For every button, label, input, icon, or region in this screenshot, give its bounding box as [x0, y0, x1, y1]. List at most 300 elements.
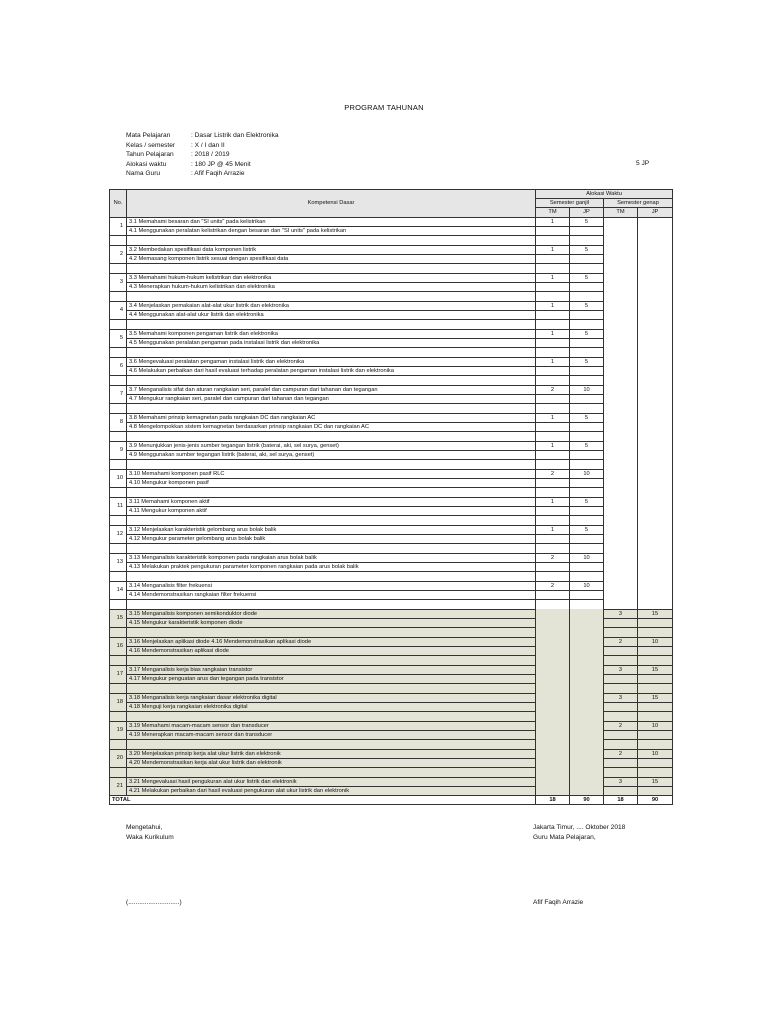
spacer-row [110, 656, 673, 666]
spacer-cell [638, 264, 673, 274]
info-value: : X / I dan II [191, 141, 225, 149]
spacer-cell [536, 572, 570, 582]
spacer-cell [570, 628, 604, 638]
empty-cell [570, 590, 604, 599]
spacer-cell [638, 292, 673, 302]
empty-cell [570, 366, 604, 375]
table-row [110, 618, 673, 627]
kd-text-3: 3.15 Menganalisis komponen semikonduktor diode [127, 609, 536, 618]
kd-text-4: 4.2 Memasang komponen listrik sesuai dengan spesifikasi data [127, 254, 536, 263]
row-number: 16 [110, 637, 127, 655]
kd-text-3: 3.12 Menjelaskan karakteristik gelombang arus bolak balik [127, 525, 536, 534]
tm-ganjil: 2 [536, 553, 570, 562]
total-tm-genap: 18 [604, 796, 638, 805]
jp-ganjil [570, 637, 604, 646]
spacer-cell [127, 628, 536, 638]
jp-genap [638, 497, 673, 506]
empty-cell [570, 618, 604, 627]
spacer-cell [110, 712, 127, 722]
table-row [110, 413, 673, 422]
spacer-cell [127, 348, 536, 358]
spacer-cell [127, 432, 536, 442]
jp-genap [638, 553, 673, 562]
table-row [110, 506, 673, 515]
jp-ganjil: 5 [570, 525, 604, 534]
info-value: : 180 JP @ 45 Menit [191, 160, 251, 168]
row-number: 12 [110, 525, 127, 543]
kd-text-3: 3.16 Menjelaskan aplikasi diode 4.16 Mendemonstrasikan aplikasi diode [127, 637, 536, 646]
table-row [110, 357, 673, 366]
spacer-cell [127, 404, 536, 414]
empty-cell [570, 310, 604, 319]
kompetensi-table [109, 189, 673, 805]
empty-cell [604, 310, 638, 319]
jp-ganjil [570, 693, 604, 702]
spacer-cell [604, 740, 638, 750]
tm-genap: 3 [604, 693, 638, 702]
tm-genap [604, 469, 638, 478]
row-number: 19 [110, 721, 127, 739]
spacer-cell [127, 740, 536, 750]
empty-cell [604, 534, 638, 543]
spacer-cell [638, 404, 673, 414]
jp-genap [638, 441, 673, 450]
spacer-row [110, 684, 673, 694]
jp-genap [638, 525, 673, 534]
jp-genap: 15 [638, 609, 673, 618]
table-row [110, 777, 673, 786]
spacer-cell [536, 488, 570, 498]
spacer-cell [570, 684, 604, 694]
empty-cell [536, 618, 570, 627]
row-number: 20 [110, 749, 127, 767]
empty-cell [638, 506, 673, 515]
spacer-cell [638, 544, 673, 554]
spacer-cell [536, 292, 570, 302]
tm-genap [604, 301, 638, 310]
table-row [110, 394, 673, 403]
jp-genap: 15 [638, 665, 673, 674]
kd-text-4: 4.4 Menggunakan alat-alat ukur listrik dan elektronika [127, 310, 536, 319]
empty-cell [638, 338, 673, 347]
header-semester-ganjil: Semester ganjil [536, 199, 604, 208]
spacer-cell [536, 768, 570, 778]
info-value: : Afif Faqih Arrazie [191, 170, 245, 178]
empty-cell [638, 450, 673, 459]
spacer-cell [127, 292, 536, 302]
spacer-row [110, 768, 673, 778]
spacer-cell [536, 740, 570, 750]
tm-genap [604, 441, 638, 450]
info-value: : Dasar Listrik dan Elektronika [191, 132, 279, 139]
spacer-cell [536, 348, 570, 358]
empty-cell [536, 674, 570, 683]
spacer-cell [536, 544, 570, 554]
spacer-cell [110, 320, 127, 330]
empty-cell [638, 786, 673, 795]
kd-text-4: 4.13 Melakukan praktek pengukuran parameter komponen rangkaian pada arus bolak balik [127, 562, 536, 571]
spacer-cell [570, 712, 604, 722]
table-row [110, 590, 673, 599]
spacer-cell [110, 628, 127, 638]
header-no: No. [110, 190, 127, 218]
empty-cell [604, 226, 638, 235]
empty-cell [570, 478, 604, 487]
kd-text-4: 4.11 Mengukur komponen aktif [127, 506, 536, 515]
kompetensi-table-body [110, 217, 673, 795]
tm-ganjil: 1 [536, 357, 570, 366]
spacer-row [110, 348, 673, 358]
spacer-cell [570, 460, 604, 470]
header-semester-genap: Semester genap [604, 199, 673, 208]
jp-ganjil: 5 [570, 329, 604, 338]
empty-cell [570, 394, 604, 403]
spacer-row [110, 432, 673, 442]
tm-genap: 2 [604, 637, 638, 646]
spacer-cell [638, 740, 673, 750]
row-number: 10 [110, 469, 127, 487]
spacer-cell [604, 544, 638, 554]
tm-genap: 3 [604, 609, 638, 618]
info-label: Kelas / semester [126, 141, 176, 149]
table-row [110, 749, 673, 758]
kd-text-3: 3.14 Menganalisis filter frekuensi [127, 581, 536, 590]
table-row [110, 562, 673, 571]
spacer-cell [604, 460, 638, 470]
sign-right [533, 823, 625, 843]
row-number: 17 [110, 665, 127, 683]
jp-genap [638, 273, 673, 282]
spacer-cell [570, 404, 604, 414]
kd-text-4: 4.3 Menerapkan hukum-hukum kelistrikan dan elektronika [127, 282, 536, 291]
empty-cell [604, 394, 638, 403]
spacer-cell [638, 712, 673, 722]
table-row [110, 366, 673, 375]
tm-ganjil [536, 609, 570, 618]
total-jp-genap: 90 [638, 796, 673, 805]
row-number: 8 [110, 413, 127, 431]
spacer-cell [638, 460, 673, 470]
spacer-cell [604, 516, 638, 526]
spacer-cell [110, 488, 127, 498]
kd-text-4: 4.6 Melakukan perbaikan dari hasil evaluasi terhadap peralatan pengaman instalasi listrik dan elektronika [127, 366, 536, 375]
spacer-cell [536, 656, 570, 666]
info-row [126, 141, 279, 151]
header-jp-genap: JP [638, 208, 673, 217]
spacer-cell [604, 404, 638, 414]
empty-cell [536, 282, 570, 291]
spacer-cell [110, 684, 127, 694]
kd-text-4: 4.7 Mengukur rangkaian seri, paralel dan campuran dari tahanan dan tegangan [127, 394, 536, 403]
tm-ganjil: 2 [536, 581, 570, 590]
empty-cell [604, 254, 638, 263]
jp-genap: 10 [638, 749, 673, 758]
empty-cell [570, 450, 604, 459]
sign-left-name: (............................) [126, 899, 182, 906]
table-row [110, 525, 673, 534]
spacer-cell [110, 544, 127, 554]
spacer-cell [127, 460, 536, 470]
spacer-cell [127, 600, 536, 610]
jp-ganjil: 5 [570, 357, 604, 366]
empty-cell [536, 758, 570, 767]
jp-ganjil [570, 749, 604, 758]
table-row [110, 693, 673, 702]
empty-cell [536, 562, 570, 571]
empty-cell [536, 254, 570, 263]
empty-cell [638, 618, 673, 627]
tm-ganjil [536, 665, 570, 674]
jp-note: 5 JP [636, 160, 650, 167]
row-number: 3 [110, 273, 127, 291]
spacer-cell [127, 488, 536, 498]
kd-text-3: 3.1 Memahami besaran dan "SI units" pada kelistrikan [127, 217, 536, 226]
tm-ganjil: 1 [536, 525, 570, 534]
empty-cell [638, 394, 673, 403]
spacer-row [110, 600, 673, 610]
info-label: Mata Pelajaran [126, 132, 171, 139]
empty-cell [536, 702, 570, 711]
empty-cell [570, 254, 604, 263]
tm-genap [604, 329, 638, 338]
spacer-cell [604, 236, 638, 246]
spacer-cell [570, 432, 604, 442]
spacer-cell [638, 768, 673, 778]
spacer-cell [536, 236, 570, 246]
empty-cell [638, 254, 673, 263]
empty-cell [638, 534, 673, 543]
table-row [110, 534, 673, 543]
empty-cell [604, 282, 638, 291]
spacer-row [110, 572, 673, 582]
row-number: 5 [110, 329, 127, 347]
row-number: 4 [110, 301, 127, 319]
spacer-cell [604, 656, 638, 666]
tm-genap [604, 553, 638, 562]
table-row [110, 674, 673, 683]
empty-cell [536, 730, 570, 739]
header-tm-ganjil: TM [536, 208, 570, 217]
kd-text-4: 4.20 Mendemonstrasikan kerja alat ukur listrik dan elektronik [127, 758, 536, 767]
spacer-cell [127, 684, 536, 694]
spacer-cell [127, 712, 536, 722]
empty-cell [536, 786, 570, 795]
table-row [110, 497, 673, 506]
spacer-cell [570, 544, 604, 554]
kd-text-3: 3.17 Menganalisis kerja bias rangkaian transistor [127, 665, 536, 674]
spacer-cell [536, 320, 570, 330]
jp-ganjil [570, 721, 604, 730]
tm-genap [604, 245, 638, 254]
empty-cell [638, 282, 673, 291]
table-row [110, 702, 673, 711]
kd-text-4: 4.12 Mengukur parameter gelombang arus bolak balik [127, 534, 536, 543]
row-number: 18 [110, 693, 127, 711]
empty-cell [638, 730, 673, 739]
jp-genap: 15 [638, 693, 673, 702]
kd-text-3: 3.18 Menganalisis kerja rangkaian dasar elektronika digital [127, 693, 536, 702]
tm-genap: 2 [604, 749, 638, 758]
row-number: 2 [110, 245, 127, 263]
spacer-cell [127, 320, 536, 330]
table-row [110, 217, 673, 226]
empty-cell [604, 786, 638, 795]
spacer-cell [536, 600, 570, 610]
empty-cell [536, 450, 570, 459]
spacer-cell [638, 684, 673, 694]
spacer-cell [638, 516, 673, 526]
kd-text-3: 3.19 Memahami macam-macam sensor dan transducer [127, 721, 536, 730]
spacer-cell [110, 572, 127, 582]
table-row [110, 469, 673, 478]
spacer-cell [127, 544, 536, 554]
info-label: Nama Guru [126, 170, 161, 178]
tm-genap [604, 497, 638, 506]
spacer-cell [570, 376, 604, 386]
empty-cell [570, 534, 604, 543]
spacer-row [110, 404, 673, 414]
tm-ganjil [536, 637, 570, 646]
tm-ganjil: 1 [536, 329, 570, 338]
total-jp-ganjil: 90 [570, 796, 604, 805]
jp-ganjil: 10 [570, 553, 604, 562]
spacer-row [110, 264, 673, 274]
jp-genap [638, 217, 673, 226]
spacer-cell [127, 768, 536, 778]
spacer-cell [127, 516, 536, 526]
kd-text-4: 4.1 Menggunakan peralatan kelistrikan dengan besaran dan "SI units" pada kelistrikan [127, 226, 536, 235]
kd-text-4: 4.9 Menggunakan sumber tegangan listrik (baterai, aki, sel surya, genset) [127, 450, 536, 459]
spacer-cell [110, 768, 127, 778]
jp-ganjil [570, 777, 604, 786]
kd-text-3: 3.9 Menunjukkan jenis-jenis sumber tegangan listrik (baterai, aki, sel surya, genset) [127, 441, 536, 450]
tm-ganjil: 1 [536, 413, 570, 422]
empty-cell [604, 422, 638, 431]
spacer-cell [570, 572, 604, 582]
document-info [126, 131, 279, 179]
tm-genap [604, 581, 638, 590]
empty-cell [638, 562, 673, 571]
jp-genap [638, 329, 673, 338]
empty-cell [638, 478, 673, 487]
empty-cell [536, 338, 570, 347]
empty-cell [604, 674, 638, 683]
spacer-cell [110, 516, 127, 526]
jp-genap [638, 245, 673, 254]
total-label: TOTAL [110, 796, 536, 805]
empty-cell [570, 730, 604, 739]
spacer-cell [536, 684, 570, 694]
empty-cell [570, 282, 604, 291]
spacer-cell [127, 656, 536, 666]
empty-cell [536, 394, 570, 403]
empty-cell [604, 506, 638, 515]
info-row [126, 160, 279, 170]
spacer-row [110, 376, 673, 386]
header-tm-genap: TM [604, 208, 638, 217]
empty-cell [604, 366, 638, 375]
spacer-cell [604, 376, 638, 386]
empty-cell [570, 674, 604, 683]
header-kompetensi-dasar: Kompetensi Dasar [127, 190, 536, 218]
total-row [110, 796, 673, 805]
spacer-cell [536, 628, 570, 638]
spacer-cell [110, 404, 127, 414]
empty-cell [604, 702, 638, 711]
kd-text-4: 4.15 Mengukur karakteristik komponen diode [127, 618, 536, 627]
spacer-cell [638, 600, 673, 610]
tm-ganjil [536, 749, 570, 758]
empty-cell [604, 338, 638, 347]
jp-ganjil [570, 609, 604, 618]
spacer-row [110, 516, 673, 526]
spacer-cell [570, 516, 604, 526]
spacer-cell [536, 460, 570, 470]
tm-ganjil: 1 [536, 217, 570, 226]
empty-cell [536, 226, 570, 235]
tm-genap [604, 385, 638, 394]
info-row [126, 150, 279, 160]
spacer-cell [536, 404, 570, 414]
jp-ganjil: 5 [570, 245, 604, 254]
kd-text-3: 3.6 Mengevaluasi peralatan pengaman instalasi listrik dan elektronika [127, 357, 536, 366]
spacer-cell [638, 348, 673, 358]
kd-text-3: 3.5 Memahami komponen pengaman listrik dan elektronika [127, 329, 536, 338]
tm-ganjil [536, 777, 570, 786]
spacer-cell [110, 376, 127, 386]
spacer-cell [604, 348, 638, 358]
table-row [110, 385, 673, 394]
empty-cell [570, 422, 604, 431]
spacer-row [110, 236, 673, 246]
empty-cell [604, 450, 638, 459]
table-row [110, 786, 673, 795]
spacer-row [110, 292, 673, 302]
sign-right-line2: Guru Mata Pelajaran, [533, 834, 596, 841]
empty-cell [638, 366, 673, 375]
tm-genap [604, 273, 638, 282]
empty-cell [570, 562, 604, 571]
empty-cell [638, 422, 673, 431]
spacer-cell [110, 460, 127, 470]
empty-cell [638, 310, 673, 319]
spacer-row [110, 740, 673, 750]
kd-text-3: 3.20 Menjelaskan prinsip kerja alat ukur listrik dan elektronik [127, 749, 536, 758]
row-number: 13 [110, 553, 127, 571]
spacer-cell [127, 264, 536, 274]
table-row [110, 553, 673, 562]
spacer-cell [604, 292, 638, 302]
empty-cell [570, 786, 604, 795]
spacer-cell [110, 348, 127, 358]
jp-ganjil: 10 [570, 469, 604, 478]
kd-text-3: 3.7 Menganalisis sifat dan aturan rangkaian seri, paralel dan campuran dari tahanan dan tegangan [127, 385, 536, 394]
spacer-cell [638, 628, 673, 638]
info-value: : 2018 / 2019 [191, 151, 230, 159]
empty-cell [570, 702, 604, 711]
empty-cell [536, 478, 570, 487]
sign-left [126, 823, 174, 843]
spacer-cell [570, 348, 604, 358]
spacer-cell [110, 740, 127, 750]
empty-cell [638, 702, 673, 711]
spacer-cell [638, 236, 673, 246]
tm-genap [604, 217, 638, 226]
row-number: 21 [110, 777, 127, 795]
empty-cell [536, 534, 570, 543]
kd-text-3: 3.13 Menganalisis karakteristik komponen pada rangkaian arus bolak balik [127, 553, 536, 562]
empty-cell [604, 562, 638, 571]
